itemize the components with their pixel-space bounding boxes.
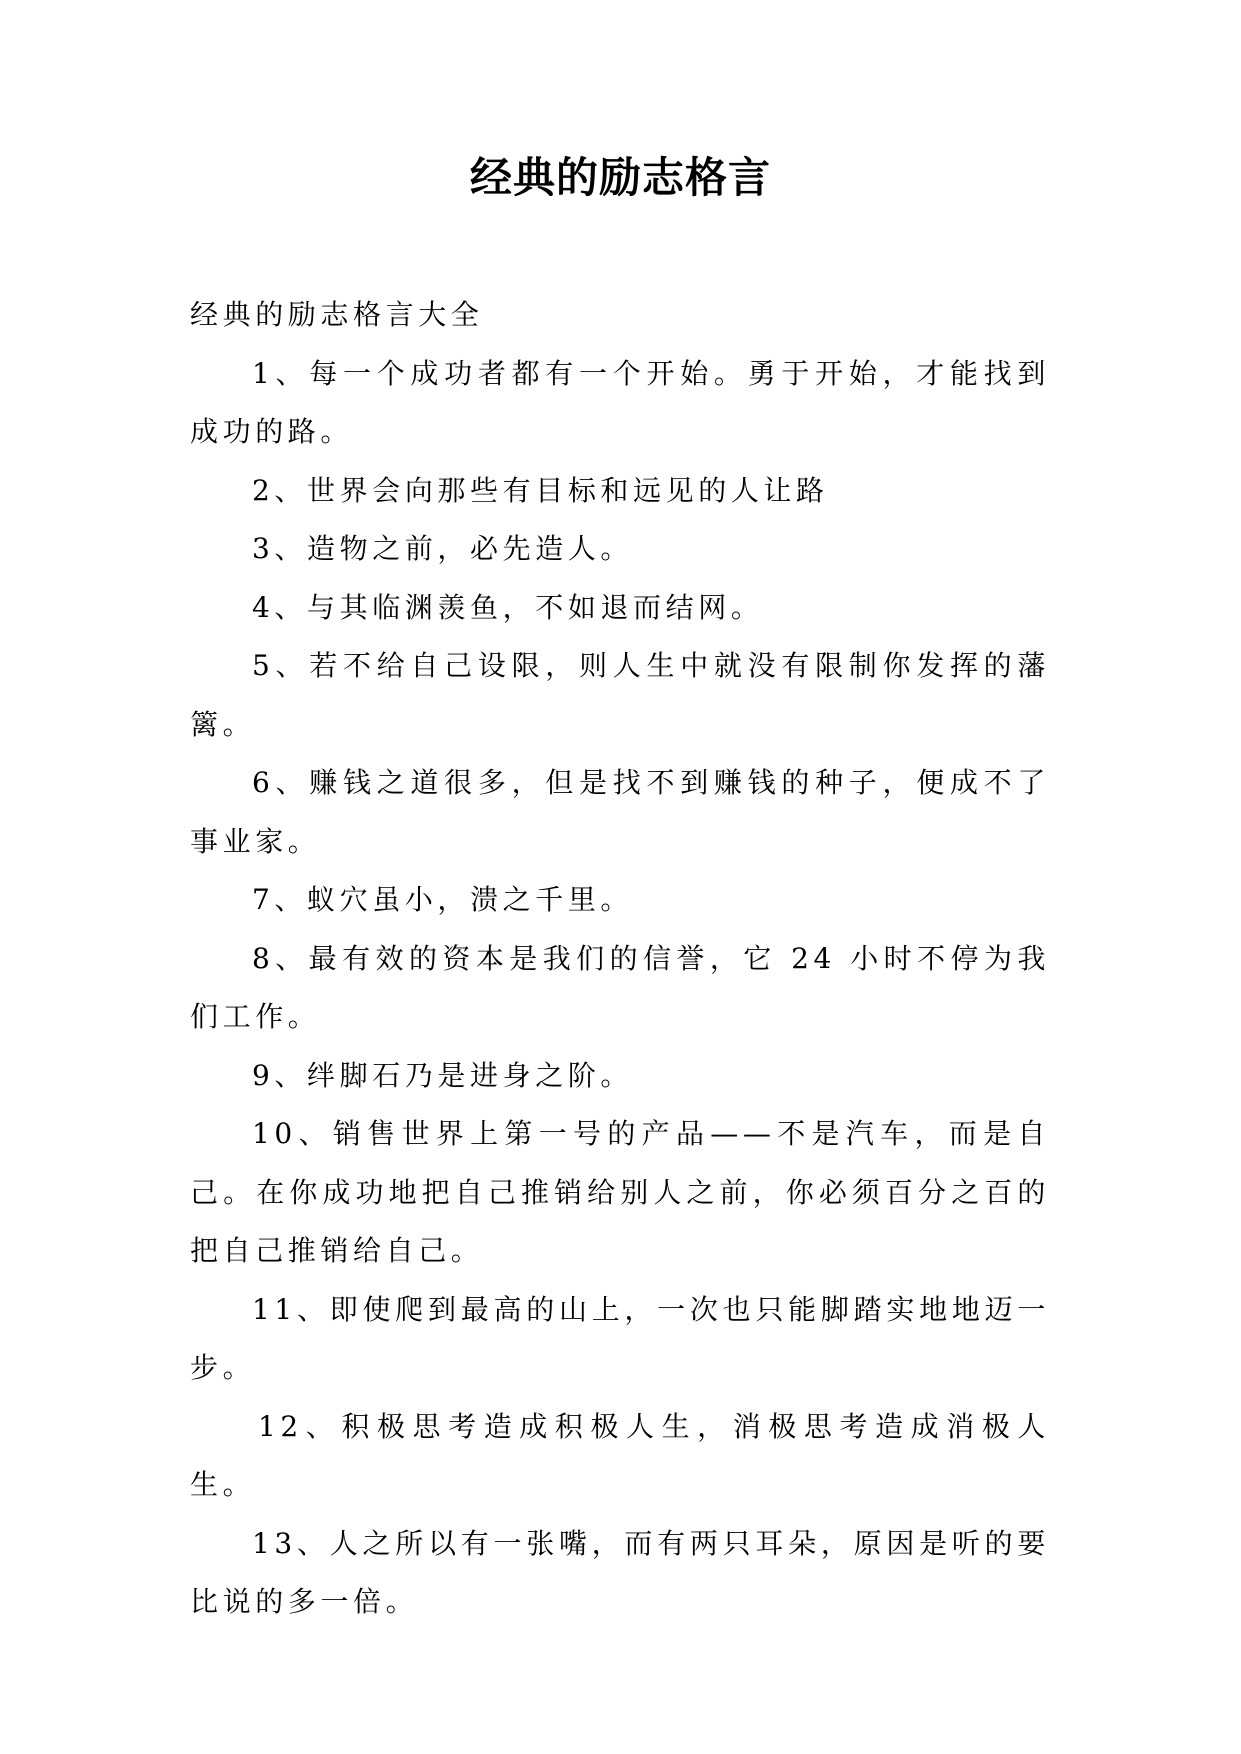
list-item: 8、最有效的资本是我们的信誉，它 24 小时不停为我们工作。 — [190, 941, 1050, 1033]
list-item: 6、赚钱之道很多，但是找不到赚钱的种子，便成不了事业家。 — [190, 766, 1050, 858]
list-item: 3、造物之前，必先造人。 — [252, 532, 634, 565]
list-item: 11、即使爬到最高的山上，一次也只能脚踏实地地迈一步。 — [190, 1292, 1050, 1384]
list-item: 13、人之所以有一张嘴，而有两只耳朵，原因是听的要比说的多一倍。 — [190, 1526, 1050, 1618]
document-body — [190, 286, 1050, 1632]
list-item: 4、与其临渊羡鱼，不如退而结网。 — [252, 590, 764, 624]
list-item: 10、销售世界上第一号的产品——不是汽车，而是自己。在你成功地把自己推销给别人之前，你必须百分之百的把自己推销给自己。 — [190, 1117, 1050, 1267]
list-item: 7、蚁穴虽小，溃之千里。 — [252, 883, 634, 916]
list-item: 5、若不给自己设限，则人生中就没有限制你发挥的藩篱。 — [190, 649, 1050, 741]
list-item: 1、每一个成功者都有一个开始。勇于开始，才能找到成功的路。 — [190, 356, 1050, 448]
list-item: 9、绊脚石乃是进身之阶。 — [252, 1058, 634, 1092]
document-subtitle: 经典的励志格言大全 — [190, 298, 484, 331]
list-item: 2、世界会向那些有目标和远见的人让路 — [252, 473, 829, 507]
list-item: 12、积极思考造成积极人生，消极思考造成消极人生。 — [190, 1409, 1050, 1501]
page-title: 经典的励志格言 — [469, 153, 771, 202]
